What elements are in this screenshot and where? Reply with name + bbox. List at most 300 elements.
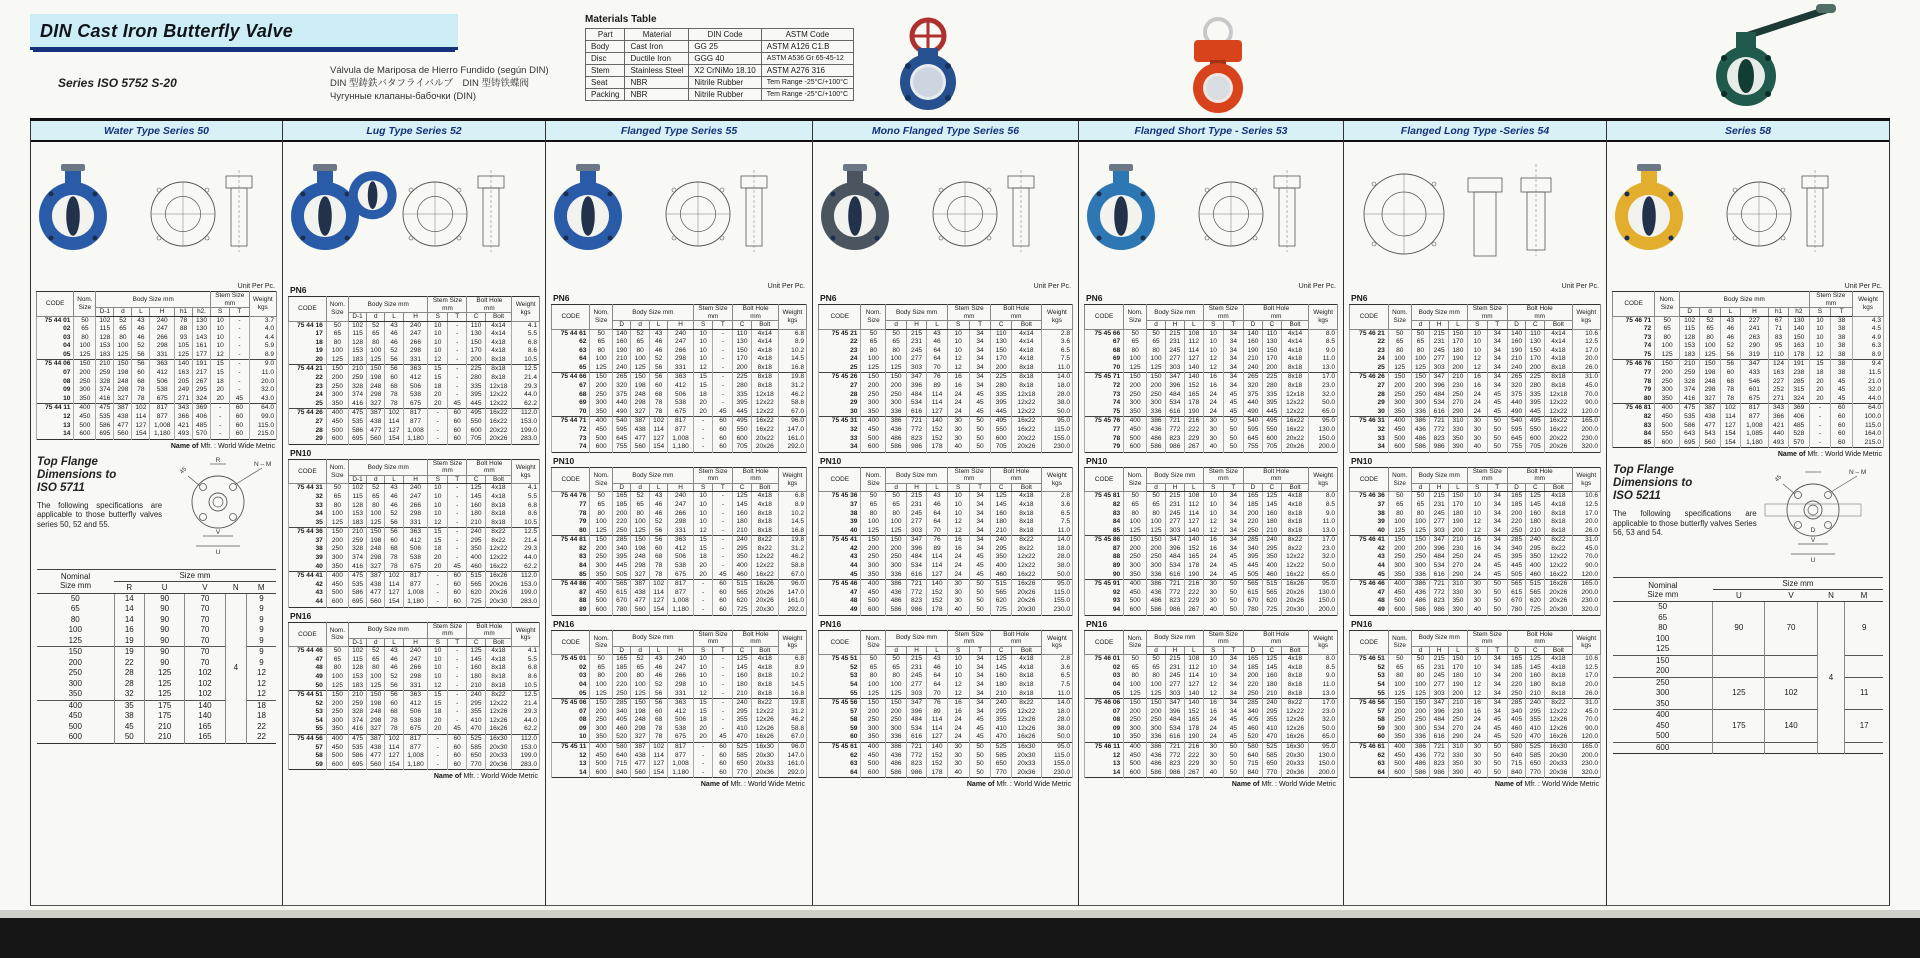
spec-head-row-1 — [1085, 630, 1338, 646]
table-cell: 277 — [1430, 681, 1449, 690]
table-cell: 140 — [1184, 536, 1203, 545]
table-cell: 64.0 — [1853, 404, 1884, 413]
svg-text:N – M: N – M — [1848, 469, 1866, 477]
table-cell: 24 — [1203, 562, 1223, 571]
table-cell: 695 — [348, 598, 366, 607]
table-cell: 24 — [947, 571, 969, 580]
table-cell: 53 — [819, 672, 861, 681]
table-cell: 4x18 — [1545, 492, 1572, 501]
table-cell: 80 — [590, 347, 613, 356]
table-cell: 210 — [145, 732, 185, 743]
table-cell: 70.0 — [1572, 553, 1600, 562]
table-cell: 715 — [1244, 760, 1263, 769]
table-cell: 8x18 — [751, 672, 778, 681]
spec-subhead-cell: D — [1244, 646, 1263, 655]
table-cell: 161.0 — [778, 760, 806, 769]
table-cell: 10.5 — [512, 682, 540, 691]
table-row — [289, 656, 540, 665]
table-cell: 18 — [247, 700, 276, 711]
spec-subhead-cell: H — [403, 475, 428, 484]
table-cell: - — [447, 673, 466, 682]
table-cell: 10.5 — [512, 356, 540, 365]
table-cell: 68 — [385, 708, 403, 717]
table-cell: 110 — [467, 321, 485, 330]
table-cell: 412 — [403, 537, 428, 546]
table-cell: 538 — [403, 391, 428, 400]
spec-subhead-cell: S — [1467, 321, 1487, 330]
table-cell: 770 — [991, 769, 1011, 778]
spec-subhead-cell: C — [991, 646, 1011, 655]
table-cell: 165.0 — [1572, 417, 1600, 426]
table-cell: 438 — [631, 752, 650, 761]
table-cell: 10 — [693, 501, 713, 510]
table-cell: 102 — [385, 572, 403, 581]
table-cell: 320.0 — [1572, 606, 1600, 615]
spec-table-head — [1085, 305, 1338, 330]
table-cell: 616 — [1430, 733, 1449, 742]
table-cell: 20x22 — [1545, 435, 1572, 444]
table-cell: 298 — [403, 673, 428, 682]
table-cell: 292.0 — [778, 769, 806, 778]
table-cell: 75 44 01 — [37, 316, 74, 325]
table-cell: 245 — [906, 347, 926, 356]
table-row — [1350, 382, 1601, 391]
table-cell: 34 — [969, 373, 991, 382]
table-cell: 8.9 — [778, 664, 806, 673]
table-cell: 327 — [367, 400, 385, 409]
table-cell: 295 — [467, 700, 485, 709]
table-cell: 266 — [668, 347, 693, 356]
table-cell: 412 — [403, 700, 428, 709]
materials-row — [586, 53, 854, 65]
table-cell: 20x26 — [1281, 443, 1309, 452]
table-cell: 290 — [1741, 342, 1769, 351]
spec-table-head — [1613, 292, 1884, 317]
table-row — [552, 760, 807, 769]
table-cell: 725 — [1262, 606, 1281, 615]
table-row — [1085, 769, 1338, 778]
table-cell: 64 — [552, 355, 590, 364]
table-cell: 60 — [230, 422, 249, 431]
table-cell: 34 — [1487, 536, 1507, 545]
table-cell: 34 — [969, 364, 991, 373]
table-cell: 43 — [1350, 553, 1389, 562]
table-cell: 80 — [1147, 510, 1166, 519]
table-cell: - — [713, 382, 733, 391]
spec-subhead-cell: D — [1507, 646, 1526, 655]
spec-subhead-cell: C — [1526, 483, 1545, 492]
table-row — [289, 347, 540, 356]
table-cell: 114 — [649, 752, 668, 761]
table-cell: 259 — [348, 537, 366, 546]
table-cell: 8.9 — [778, 501, 806, 510]
table-cell: - — [428, 761, 447, 770]
table-cell: 436 — [1411, 426, 1430, 435]
table-cell: 12x22 — [1545, 562, 1572, 571]
table-cell: 20 — [211, 386, 230, 395]
table-cell: 520 — [1244, 733, 1263, 742]
table-cell: 550 — [1526, 426, 1545, 435]
table-cell: 263 — [1741, 334, 1769, 343]
table-cell: 30 — [947, 760, 969, 769]
series-column-body — [546, 280, 812, 788]
table-cell: 199.0 — [512, 752, 540, 761]
table-cell: 271 — [175, 395, 193, 404]
table-cell: 08 — [1085, 716, 1124, 725]
spec-subhead-cell: C — [467, 638, 485, 647]
table-cell: 145 — [733, 664, 752, 673]
table-cell: 31.0 — [1572, 536, 1600, 545]
table-row — [1085, 347, 1338, 356]
table-cell: 755 — [1244, 443, 1263, 452]
merged-cell — [1713, 655, 1765, 677]
table-cell: 4x18 — [485, 656, 512, 665]
table-cell: 125 — [733, 655, 752, 664]
table-cell: 16 — [947, 536, 969, 545]
materials-cell: Body — [586, 41, 625, 53]
table-cell: 210 — [1262, 527, 1281, 536]
table-cell: 154 — [1720, 430, 1740, 439]
table-cell: 46 — [132, 334, 150, 343]
table-cell: 336 — [1411, 571, 1430, 580]
spec-head-row-1 — [37, 292, 277, 308]
table-cell: 34 — [969, 690, 991, 699]
table-cell: 8x18 — [1281, 510, 1309, 519]
table-cell: 73 — [1085, 391, 1124, 400]
table-row — [1085, 382, 1338, 391]
table-row — [1350, 760, 1601, 769]
table-cell: 10 — [428, 656, 447, 665]
table-cell: 22 — [247, 722, 276, 733]
table-cell: 04 — [37, 342, 74, 351]
table-cell: 335 — [1526, 391, 1545, 400]
table-cell: 16 — [1467, 545, 1487, 554]
table-cell: 4x14 — [1281, 338, 1309, 347]
table-cell: 70 — [185, 604, 225, 615]
table-cell: 285 — [612, 699, 631, 708]
table-cell: 4x18 — [485, 339, 512, 348]
table-cell: 250 — [326, 708, 348, 717]
table-cell: 152 — [1184, 545, 1203, 554]
table-cell: 350 — [1124, 571, 1147, 580]
table-cell: 16x26 — [1011, 733, 1041, 742]
table-cell: 450 — [590, 752, 613, 761]
table-cell: 395 — [1262, 399, 1281, 408]
table-cell: 09 — [1085, 725, 1124, 734]
table-cell: 4x18 — [1011, 347, 1041, 356]
table-cell: 295 — [991, 708, 1011, 717]
spec-subhead-cell: d — [886, 483, 906, 492]
table-cell: 4.5 — [1853, 325, 1884, 334]
table-cell: 220 — [1507, 518, 1526, 527]
table-cell: 130 — [1789, 316, 1809, 325]
table-cell: 16x22 — [1281, 417, 1309, 426]
spec-head-row-1 — [1350, 467, 1601, 483]
spec-head-cell: Body Size mm — [886, 630, 947, 646]
spec-head-row-1 — [1350, 630, 1601, 646]
table-cell: 102 — [649, 417, 668, 426]
table-cell: 586 — [348, 589, 366, 598]
table-cell: 45 — [1831, 386, 1853, 395]
table-cell: 24 — [1203, 716, 1223, 725]
table-cell: 160 — [991, 672, 1011, 681]
table-cell: 200 — [886, 382, 906, 391]
table-cell: 178 — [1184, 399, 1203, 408]
table-cell: 217 — [193, 369, 211, 378]
table-cell: 538 — [668, 562, 693, 571]
table-cell: 125 — [1411, 527, 1430, 536]
spec-subhead-cell: L — [649, 483, 668, 492]
table-cell: 412 — [668, 708, 693, 717]
series-iso-label: Series ISO 5752 S-20 — [58, 76, 177, 90]
table-row — [552, 699, 807, 708]
table-cell: 615 — [1244, 589, 1263, 598]
table-cell: 450 — [861, 589, 886, 598]
spec-subhead-cell: L — [1449, 321, 1468, 330]
spec-table-head — [1350, 467, 1601, 492]
table-cell: 347 — [1430, 699, 1449, 708]
spec-subhead-cell: T — [447, 313, 466, 322]
table-cell: 280 — [991, 382, 1011, 391]
table-cell: 75 45 81 — [1085, 492, 1124, 501]
spec-head-cell: Weight kgs — [1309, 305, 1338, 330]
table-cell: 298 — [403, 347, 428, 356]
spec-head-cell: Stem Size mm — [1203, 630, 1243, 646]
table-cell: 755 — [612, 443, 631, 452]
table-cell: 620 — [733, 597, 752, 606]
spec-head-cell: Bolt Hole mm — [733, 630, 779, 646]
materials-cell: Tem Range -25°C/+100°C — [761, 77, 853, 89]
table-cell: 436 — [1411, 589, 1430, 598]
table-cell: 10 — [211, 334, 230, 343]
table-cell: 153 — [348, 510, 366, 519]
table-cell: 477 — [367, 589, 385, 598]
table-cell: 3.6 — [1041, 664, 1072, 673]
table-cell: 150 — [886, 373, 906, 382]
table-cell: 80 — [886, 672, 906, 681]
table-cell: 6.8 — [512, 339, 540, 348]
table-cell: 250 — [886, 553, 906, 562]
table-cell: 50 — [1223, 769, 1243, 778]
table-cell: - — [447, 493, 466, 502]
table-cell: 210 — [1526, 527, 1545, 536]
table-cell: 50 — [1223, 743, 1243, 752]
table-row — [289, 537, 540, 546]
spec-head-cell: CODE — [1350, 467, 1389, 492]
table-cell: 560 — [367, 435, 385, 444]
table-cell: - — [211, 404, 230, 413]
table-cell: 155.0 — [1041, 597, 1072, 606]
table-cell: 640 — [1244, 752, 1263, 761]
table-cell: 50 — [1124, 655, 1147, 664]
table-cell: 8x18 — [1545, 364, 1572, 373]
table-cell: 215 — [1430, 492, 1449, 501]
table-cell: 50 — [969, 435, 991, 444]
table-cell: 387 — [631, 417, 650, 426]
table-cell: 363 — [403, 528, 428, 537]
table-cell: 755 — [1507, 443, 1526, 452]
spec-subhead-cell: h2 — [1789, 308, 1809, 317]
table-cell: 65 — [1124, 664, 1147, 673]
table-cell: 100 — [1388, 518, 1411, 527]
table-cell: 534 — [1430, 562, 1449, 571]
spec-head-cell: Bolt Hole mm — [991, 467, 1041, 483]
table-cell: 10 — [1467, 510, 1487, 519]
table-cell: 48 — [289, 664, 327, 673]
table-cell: 26.0 — [1572, 690, 1600, 699]
table-cell: 600 — [326, 761, 348, 770]
table-row — [1085, 716, 1338, 725]
table-cell: 50 — [1658, 602, 1668, 612]
table-cell: 12 — [947, 518, 969, 527]
table-cell: 300 — [1388, 562, 1411, 571]
table-cell: 586 — [96, 422, 114, 431]
spec-head-row-1 — [289, 459, 540, 475]
table-cell: 1,180 — [150, 430, 175, 439]
table-row — [552, 492, 807, 501]
table-cell: 102 — [185, 668, 225, 679]
table-cell: 12.5 — [512, 691, 540, 700]
table-cell: 52 — [367, 484, 385, 493]
table-cell: 34 — [1487, 672, 1507, 681]
spec-subhead-cell: Bolt — [1281, 646, 1309, 655]
table-cell: 721 — [1430, 743, 1449, 752]
table-cell: 150 — [1124, 699, 1147, 708]
table-cell: 600 — [74, 430, 96, 439]
spec-head-cell: CODE — [1350, 630, 1389, 655]
merged-cell: 70 — [1765, 602, 1817, 656]
table-cell: 4x14 — [1011, 329, 1041, 338]
table-cell: 386 — [1147, 417, 1166, 426]
table-cell: - — [1809, 422, 1831, 431]
spec-head-cell: Weight kgs — [778, 305, 806, 330]
table-cell: 115.0 — [1853, 422, 1884, 431]
spec-head-row-1 — [819, 305, 1073, 321]
table-cell: 125 — [68, 635, 82, 645]
table-cell: 125 — [1147, 527, 1166, 536]
table-cell: 43 — [385, 647, 403, 656]
table-cell: 65 — [70, 604, 80, 614]
table-cell: 75 46 01 — [1085, 655, 1124, 664]
table-cell: 500 — [74, 422, 96, 431]
spec-head-cell: CODE — [1085, 305, 1124, 330]
table-cell: 64 — [927, 518, 947, 527]
table-row — [1085, 655, 1338, 664]
table-cell: - — [211, 430, 230, 439]
table-cell: 56 — [385, 682, 403, 691]
spec-subhead-cell: T — [713, 483, 733, 492]
table-cell: 150 — [1147, 699, 1166, 708]
table-cell: 34 — [1223, 510, 1243, 519]
table-cell: 58.8 — [778, 399, 806, 408]
table-cell: 26.0 — [1572, 527, 1600, 536]
table-cell: 69 — [552, 399, 590, 408]
table-cell: 80 — [367, 664, 385, 673]
table-cell: 395 — [467, 391, 485, 400]
table-cell: 460 — [612, 725, 631, 734]
materials-row — [586, 65, 854, 77]
table-row — [819, 518, 1073, 527]
table-row — [819, 536, 1073, 545]
table-cell: 8x18 — [1545, 373, 1572, 382]
svg-text:V: V — [215, 528, 221, 536]
table-cell: 58 — [1350, 716, 1389, 725]
table-cell: 8x18 — [1281, 527, 1309, 536]
table-cell: 225 — [467, 365, 485, 374]
table-cell: 12x26 — [1011, 716, 1041, 725]
table-cell: 645 — [1507, 435, 1526, 444]
table-cell: 50 — [886, 492, 906, 501]
spec-subhead-cell: C — [467, 313, 485, 322]
table-cell: 102 — [348, 484, 366, 493]
table-cell: 250 — [1449, 391, 1468, 400]
series-column-header-2: Lug Type Series 52 — [283, 121, 545, 142]
table-cell: 490 — [1507, 408, 1526, 417]
table-cell: 986 — [1430, 606, 1449, 615]
table-cell: 65 — [1658, 612, 1668, 622]
table-row — [37, 395, 277, 404]
table-cell: 180 — [1449, 672, 1468, 681]
spec-head-cell: CODE — [289, 622, 327, 647]
manufacturer-note: Name of Mfr. : World Wide Metric — [700, 781, 805, 789]
table-cell: 215.0 — [249, 430, 276, 439]
spec-subhead-cell: T — [1487, 646, 1507, 655]
table-cell: 60 — [447, 589, 466, 598]
table-cell: 20x22 — [1011, 435, 1041, 444]
spec-head-cell: Stem Size mm — [947, 630, 991, 646]
table-cell: 180 — [1526, 518, 1545, 527]
spec-subhead-cell: T — [1223, 483, 1243, 492]
table-cell: 34 — [1487, 655, 1507, 664]
spec-head-cell: Nom. Size — [1655, 292, 1680, 317]
table-cell: 586 — [886, 443, 906, 452]
table-cell: 114 — [385, 744, 403, 753]
table-cell: 80 — [631, 347, 650, 356]
table-cell: 17.0 — [1572, 510, 1600, 519]
table-cell: 560 — [631, 769, 650, 778]
series-column — [283, 121, 546, 905]
table-cell: 12x26 — [485, 708, 512, 717]
table-cell: 347 — [1430, 373, 1449, 382]
table-cell: 410 — [1262, 725, 1281, 734]
table-cell: - — [447, 545, 466, 554]
table-cell: 145 — [467, 656, 485, 665]
table-cell: 438 — [367, 418, 385, 427]
table-cell: 18 — [1809, 369, 1831, 378]
table-cell: 410 — [733, 725, 752, 734]
spec-subhead-cell: H — [668, 483, 693, 492]
spec-subhead-cell: d — [1411, 321, 1430, 330]
table-cell: 595 — [1244, 426, 1263, 435]
table-cell: 72 — [552, 426, 590, 435]
table-cell: 45 — [114, 722, 145, 733]
table-cell: 40 — [1203, 443, 1223, 452]
table-cell: 190 — [1184, 733, 1203, 742]
table-cell: 140 — [612, 329, 631, 338]
table-cell: 52 — [1700, 316, 1720, 325]
translation-es: Válvula de Mariposa de Hierro Fundido (según DIN) — [330, 65, 549, 76]
table-cell: 125 — [861, 690, 886, 699]
table-cell: 570 — [193, 430, 211, 439]
table-cell: 16 — [1467, 699, 1487, 708]
table-cell: 823 — [1165, 597, 1184, 606]
table-cell: 4x18 — [1281, 492, 1309, 501]
table-cell: 250 — [886, 716, 906, 725]
spec-subhead-cell: L — [1184, 646, 1203, 655]
table-cell: 10 — [428, 502, 447, 511]
spec-subhead-cell: L — [649, 321, 668, 330]
table-cell: 24 — [947, 408, 969, 417]
